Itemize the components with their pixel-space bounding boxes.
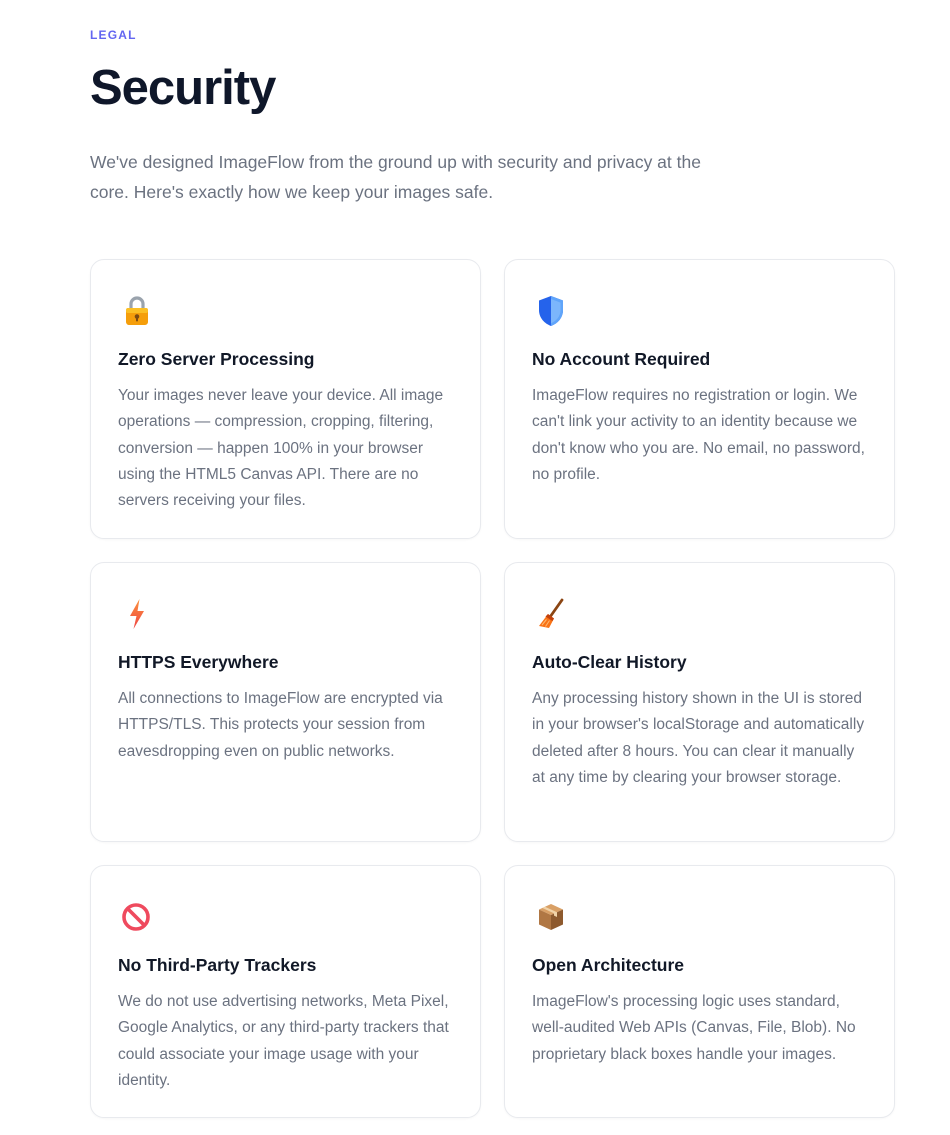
broom-icon	[536, 597, 566, 631]
lock-icon	[122, 294, 152, 328]
security-features-grid	[90, 259, 895, 1118]
feature-card-no-third-party-trackers	[90, 865, 481, 1118]
feature-title: Zero Server Processing	[118, 349, 315, 369]
feature-description: Any processing history shown in the UI is stored in your browser's localStorage and automatically deleted after 8 hours. You can clear it manually at any time by clearing your browser storage.	[532, 690, 865, 786]
feature-card-auto-clear-history	[504, 562, 895, 842]
feature-description: We do not use advertising networks, Meta Pixel, Google Analytics, or any third-party trackers that could associate your image usage with your identity.	[118, 993, 449, 1089]
page-title: Security	[90, 61, 276, 115]
feature-title: No Third-Party Trackers	[118, 955, 317, 975]
page-intro: We've designed ImageFlow from the ground up with security and privacy at the core. Here's exactly how we keep your images safe.	[90, 152, 701, 202]
feature-title: Auto-Clear History	[532, 652, 687, 672]
feature-description: All connections to ImageFlow are encrypted via HTTPS/TLS. This protects your session from eavesdropping even on public networks.	[118, 690, 443, 760]
feature-description: Your images never leave your device. All image operations — compression, cropping, filtering, conversion — happen 100% in your browser using the HTML5 Canvas API. There are no servers receiving your files.	[118, 387, 444, 510]
lightning-icon	[122, 597, 152, 631]
feature-card-https-everywhere	[90, 562, 481, 842]
feature-card-zero-server-processing	[90, 259, 481, 539]
shield-icon	[536, 294, 566, 328]
feature-title: No Account Required	[532, 349, 711, 369]
prohibited-icon	[122, 900, 152, 934]
feature-card-no-account-required	[504, 259, 895, 539]
feature-description: ImageFlow's processing logic uses standard, well-audited Web APIs (Canvas, File, Blob). No proprietary black boxes handle your images.	[532, 993, 856, 1063]
feature-description: ImageFlow requires no registration or login. We can't link your activity to an identity because we don't know who you are. No email, no password, no profile.	[532, 387, 865, 483]
section-eyebrow: LEGAL	[90, 28, 137, 42]
feature-title: Open Architecture	[532, 955, 685, 975]
feature-card-open-architecture	[504, 865, 895, 1118]
feature-title: HTTPS Everywhere	[118, 652, 279, 672]
package-icon	[536, 900, 566, 934]
